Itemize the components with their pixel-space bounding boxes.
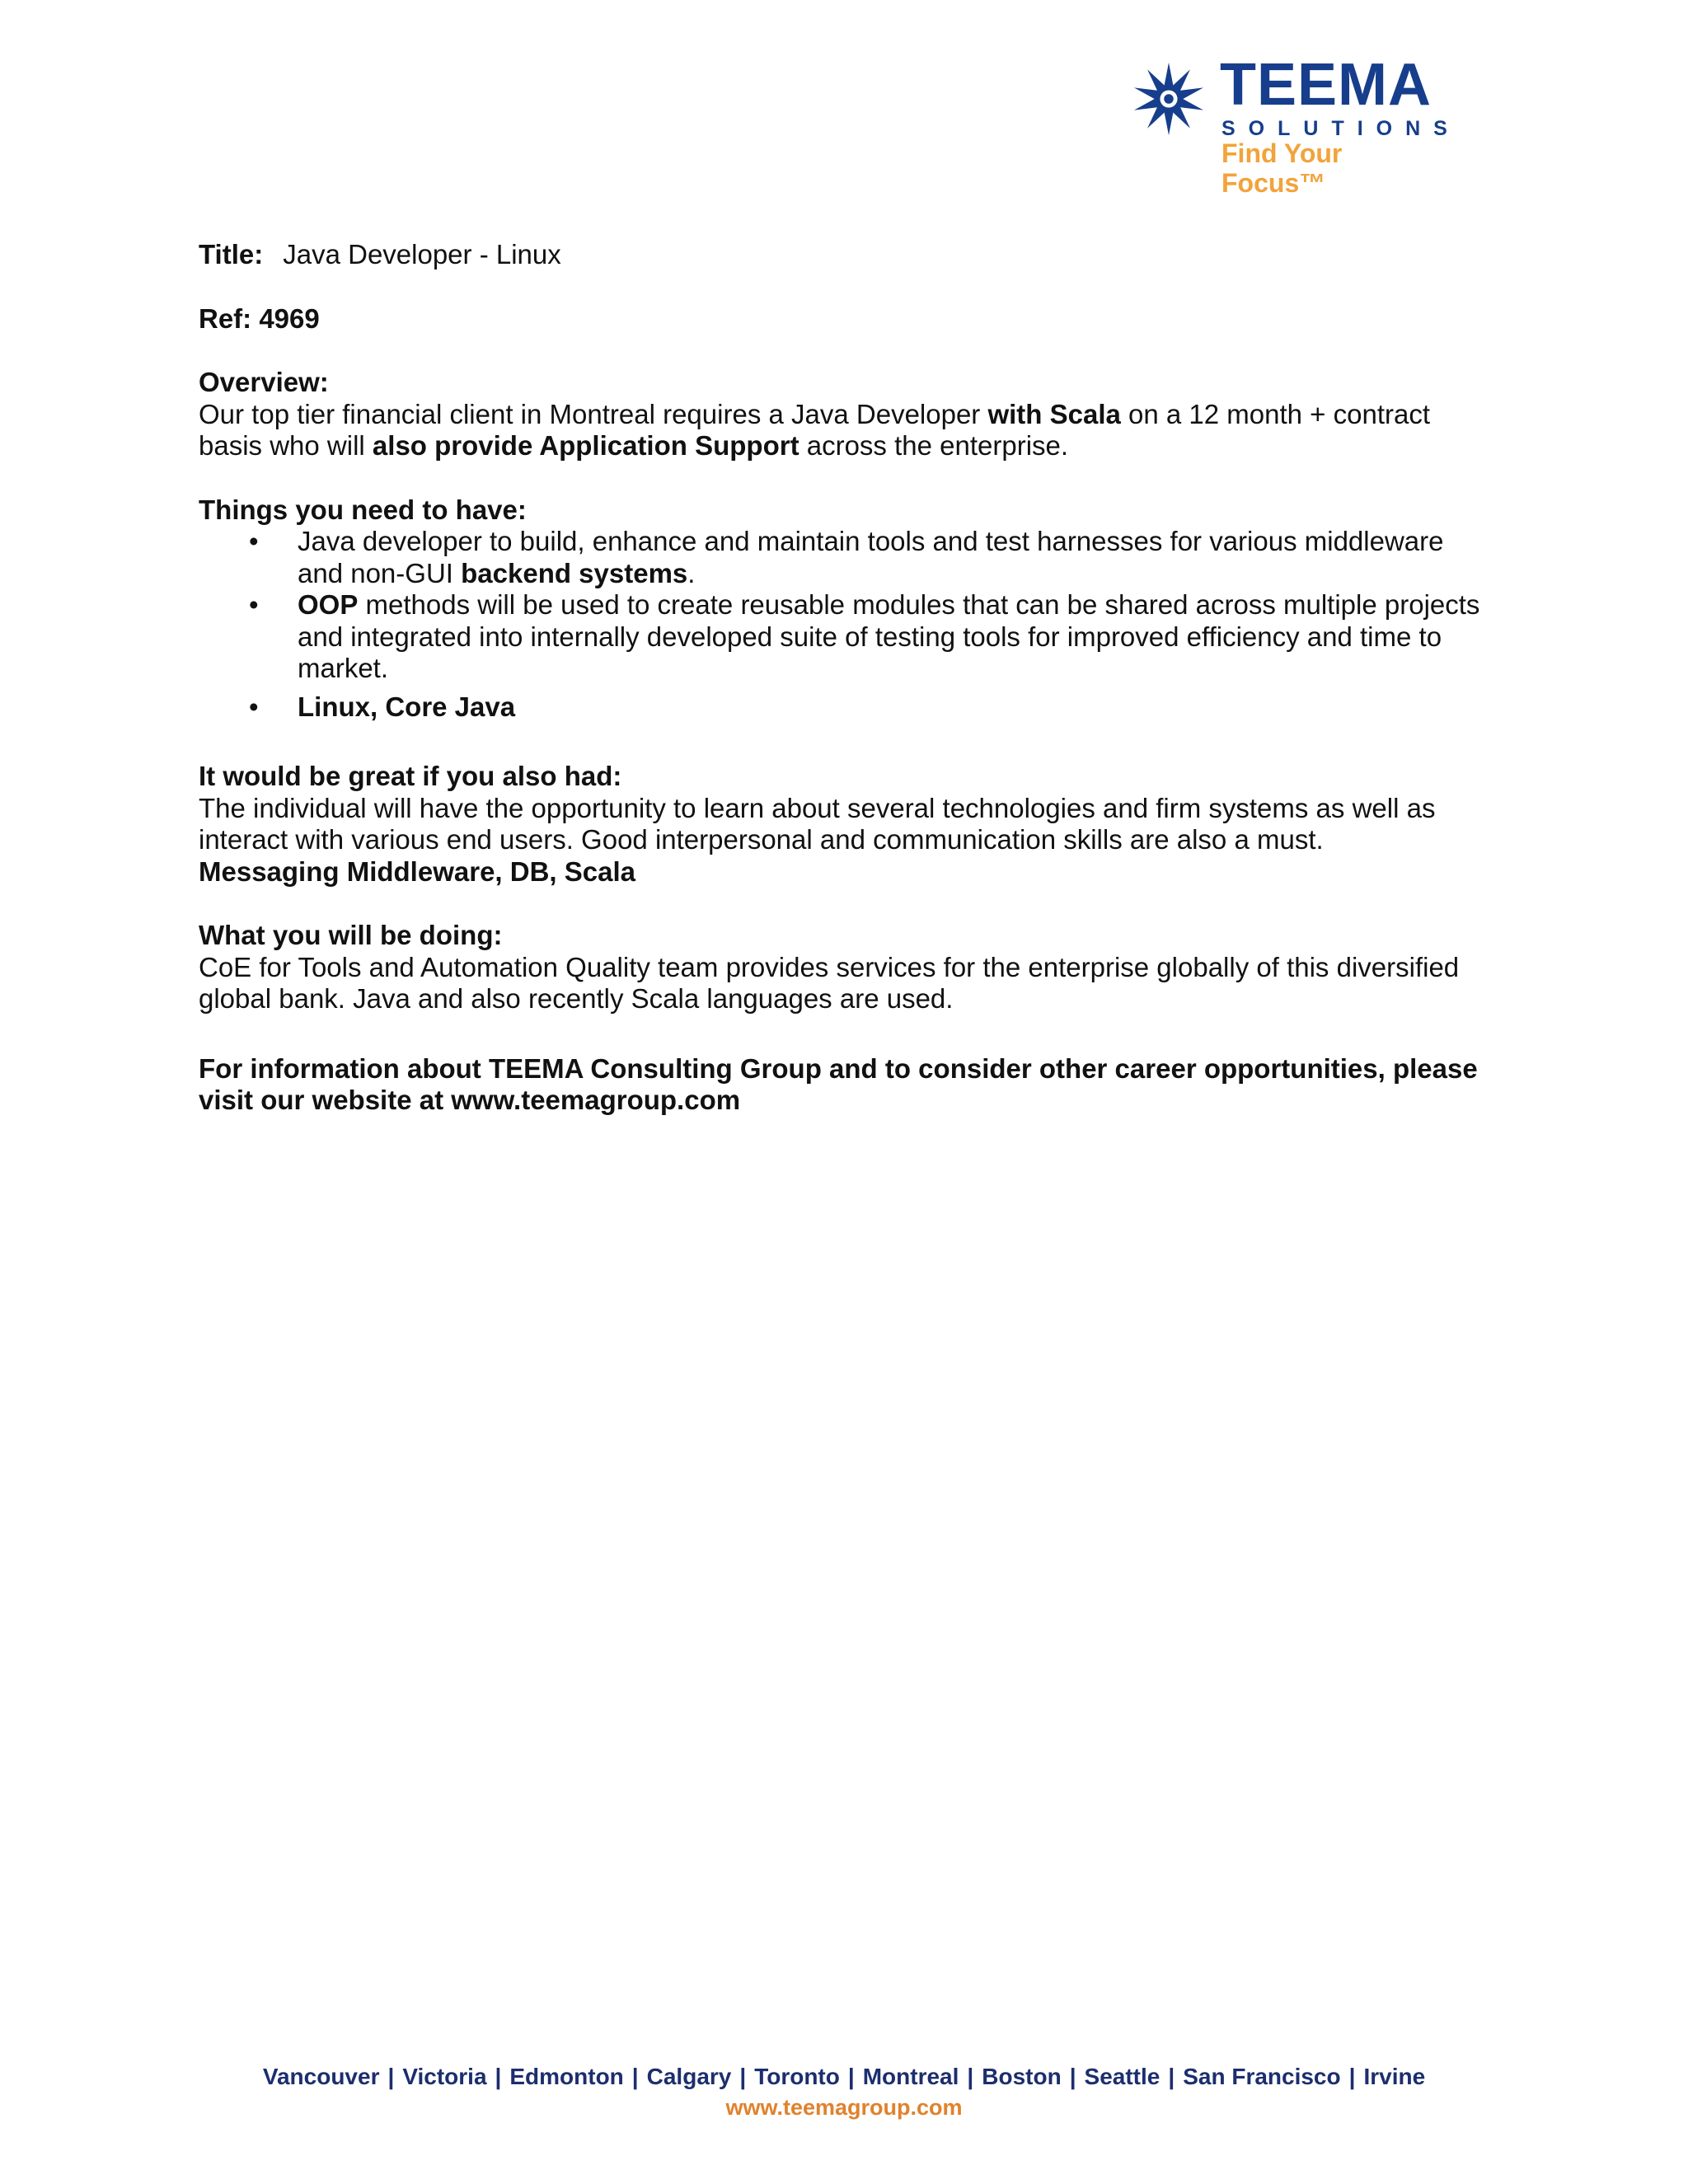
title-label: Title: [199, 239, 264, 269]
duties-heading: What you will be doing: [199, 920, 503, 950]
company-logo [1129, 52, 1461, 198]
city-vancouver: Vancouver [262, 2064, 380, 2089]
bullet-icon: • [249, 691, 259, 722]
city-boston: Boston [982, 2064, 1062, 2089]
job-posting [199, 239, 1493, 1117]
footer [0, 2062, 1688, 2121]
city-victoria: Victoria [402, 2064, 487, 2089]
nice-to-have-text: The individual will have the opportunity to learn about several technologies and firm systems as well as interact with various end users. Good interpersonal and communication skills are also a must. [199, 792, 1436, 855]
requirements-list [199, 526, 1493, 723]
office-locations: Vancouver | Victoria | Edmonton | Calgary | Toronto | Montreal | Boston | Seattle | San Francisco | Irvine [262, 2064, 1426, 2089]
job-title: Java Developer - Linux [283, 239, 561, 269]
starburst-logo-icon [1129, 59, 1208, 138]
overview-heading: Overview: [199, 367, 329, 397]
website-link[interactable]: www.teemagroup.com [725, 2095, 963, 2120]
list-item: • Linux, Core Java [249, 691, 516, 722]
city-irvine: Irvine [1363, 2064, 1426, 2089]
city-edmonton: Edmonton [509, 2064, 624, 2089]
closing-note: For information about TEEMA Consulting Group and to consider other career opportunities, please visit our website at www.teemagroup.com [199, 1052, 1478, 1115]
city-calgary: Calgary [646, 2064, 732, 2089]
bullet-icon: • [249, 526, 259, 556]
nice-to-have-skills: Messaging Middleware, DB, Scala [199, 855, 635, 887]
nice-to-have-heading: It would be great if you also had: [199, 761, 622, 791]
bullet-icon: • [249, 589, 259, 620]
duties-text: CoE for Tools and Automation Quality team provides services for the enterprise globally of this diversified global bank. Java and also recently Scala languages are used. [199, 951, 1460, 1014]
logo-tagline: Find Your Focus™ [1221, 138, 1343, 198]
requirements-heading: Things you need to have: [199, 494, 527, 525]
city-montreal: Montreal [862, 2064, 959, 2089]
ref-number: Ref: 4969 [199, 302, 320, 334]
list-item: • OOP methods will be used to create reusable modules that can be shared across multiple projects and integrated into internally developed suite of testing tools for improved efficiency and time to market. [249, 589, 1480, 683]
city-toronto: Toronto [754, 2064, 840, 2089]
city-san-francisco: San Francisco [1183, 2064, 1341, 2089]
logo-subtitle: SOLUTIONS [1221, 117, 1461, 140]
logo-wordmark: TEEMA [1220, 52, 1432, 118]
title-line [199, 239, 1493, 271]
overview-text: Our top tier financial client in Montreal requires a Java Developer with Scala on a 12 month + contract basis who will also provide Application Support across the enterprise. [199, 398, 1431, 461]
list-item: • Java developer to build, enhance and maintain tools and test harnesses for various middleware and non-GUI backend systems. [249, 526, 1444, 588]
city-seattle: Seattle [1084, 2064, 1160, 2089]
